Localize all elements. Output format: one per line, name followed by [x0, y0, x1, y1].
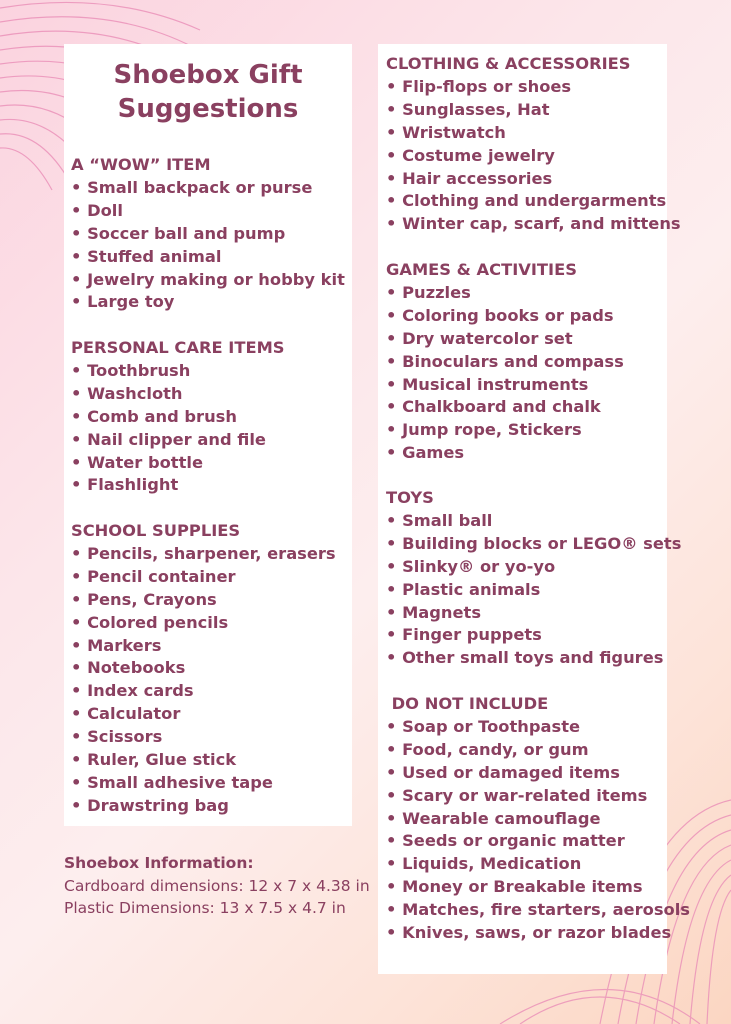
list-item: • Flashlight	[71, 474, 285, 497]
section-heading: CLOTHING & ACCESSORIES	[386, 54, 631, 73]
plastic-dimensions: Plastic Dimensions: 13 x 7.5 x 4.7 in	[64, 899, 346, 917]
list-item: • Wearable camouflage	[386, 808, 690, 831]
list-item: • Flip-flops or shoes	[386, 76, 681, 99]
right-list-card	[378, 44, 690, 974]
list-item: • Chalkboard and chalk	[386, 396, 624, 419]
section-heading: PERSONAL CARE ITEMS	[71, 338, 285, 357]
list-item: • Money or Breakable items	[386, 876, 690, 899]
list-item: • Costume jewelry	[386, 145, 681, 168]
section-heading: A “WOW” ITEM	[71, 155, 211, 174]
list-item: • Other small toys and figures	[386, 647, 681, 670]
list-item: • Matches, fire starters, aerosols	[386, 899, 690, 922]
list-item: • Used or damaged items	[386, 762, 690, 785]
title-line-2: Suggestions	[117, 94, 299, 124]
list-item: • Puzzles	[386, 282, 624, 305]
list-item: • Water bottle	[71, 452, 285, 475]
list-item: • Calculator	[71, 703, 336, 726]
section-games	[386, 259, 624, 465]
list-item: • Dry watercolor set	[386, 328, 624, 351]
list-item: • Magnets	[386, 602, 681, 625]
list-item: • Games	[386, 442, 624, 465]
left-list-card	[64, 44, 352, 826]
list-item: • Seeds or organic matter	[386, 830, 690, 853]
section-heading: GAMES & ACTIVITIES	[386, 260, 577, 279]
section-do-not-include	[386, 693, 690, 945]
list-item: • Drawstring bag	[71, 795, 336, 818]
shoebox-information	[64, 852, 370, 920]
list-item: • Markers	[71, 635, 336, 658]
list-item: • Scary or war-related items	[386, 785, 690, 808]
list-item: • Jump rope, Stickers	[386, 419, 624, 442]
list-item: • Toothbrush	[71, 360, 285, 383]
list-item: • Wristwatch	[386, 122, 681, 145]
list-item: • Pens, Crayons	[71, 589, 336, 612]
list-item: • Notebooks	[71, 657, 336, 680]
list-item: • Colored pencils	[71, 612, 336, 635]
list-item: • Small adhesive tape	[71, 772, 336, 795]
list-item: • Small ball	[386, 510, 681, 533]
list-item: • Sunglasses, Hat	[386, 99, 681, 122]
list-item: • Large toy	[71, 291, 345, 314]
section-heading: TOYS	[386, 488, 434, 507]
list-item: • Ruler, Glue stick	[71, 749, 336, 772]
list-item: • Pencil container	[71, 566, 336, 589]
cardboard-dimensions: Cardboard dimensions: 12 x 7 x 4.38 in	[64, 876, 370, 895]
title-line-1: Shoebox Gift	[113, 60, 303, 90]
list-item: • Comb and brush	[71, 406, 285, 429]
list-item: • Clothing and undergarments	[386, 190, 681, 213]
list-item: • Pencils, sharpener, erasers	[71, 543, 336, 566]
list-item: • Stuffed animal	[71, 246, 345, 269]
list-item: • Soccer ball and pump	[71, 223, 345, 246]
list-item: • Plastic animals	[386, 579, 681, 602]
list-item: • Washcloth	[71, 383, 285, 406]
section-heading: DO NOT INCLUDE	[386, 694, 549, 713]
list-item: • Doll	[71, 200, 345, 223]
list-item: • Slinky® or yo-yo	[386, 556, 681, 579]
list-item: • Food, candy, or gum	[386, 739, 690, 762]
section-personal-care	[71, 337, 285, 497]
list-item: • Binoculars and compass	[386, 351, 624, 374]
section-heading: SCHOOL SUPPLIES	[71, 521, 241, 540]
section-school-supplies	[71, 520, 336, 818]
list-item: • Small backpack or purse	[71, 177, 345, 200]
list-item: • Finger puppets	[386, 624, 681, 647]
list-item: • Index cards	[71, 680, 336, 703]
list-item: • Building blocks or LEGO® sets	[386, 533, 681, 556]
page-title	[64, 58, 352, 126]
list-item: • Hair accessories	[386, 168, 681, 191]
list-item: • Coloring books or pads	[386, 305, 624, 328]
list-item: • Musical instruments	[386, 374, 624, 397]
section-wow-item	[71, 154, 345, 314]
section-clothing	[386, 53, 681, 236]
list-item: • Winter cap, scarf, and mittens	[386, 213, 681, 236]
list-item: • Knives, saws, or razor blades	[386, 922, 690, 945]
list-item: • Liquids, Medication	[386, 853, 690, 876]
list-item: • Jewelry making or hobby kit	[71, 269, 345, 292]
section-toys	[386, 487, 681, 670]
info-heading: Shoebox Information:	[64, 854, 254, 872]
list-item: • Scissors	[71, 726, 336, 749]
list-item: • Nail clipper and file	[71, 429, 285, 452]
list-item: • Soap or Toothpaste	[386, 716, 690, 739]
